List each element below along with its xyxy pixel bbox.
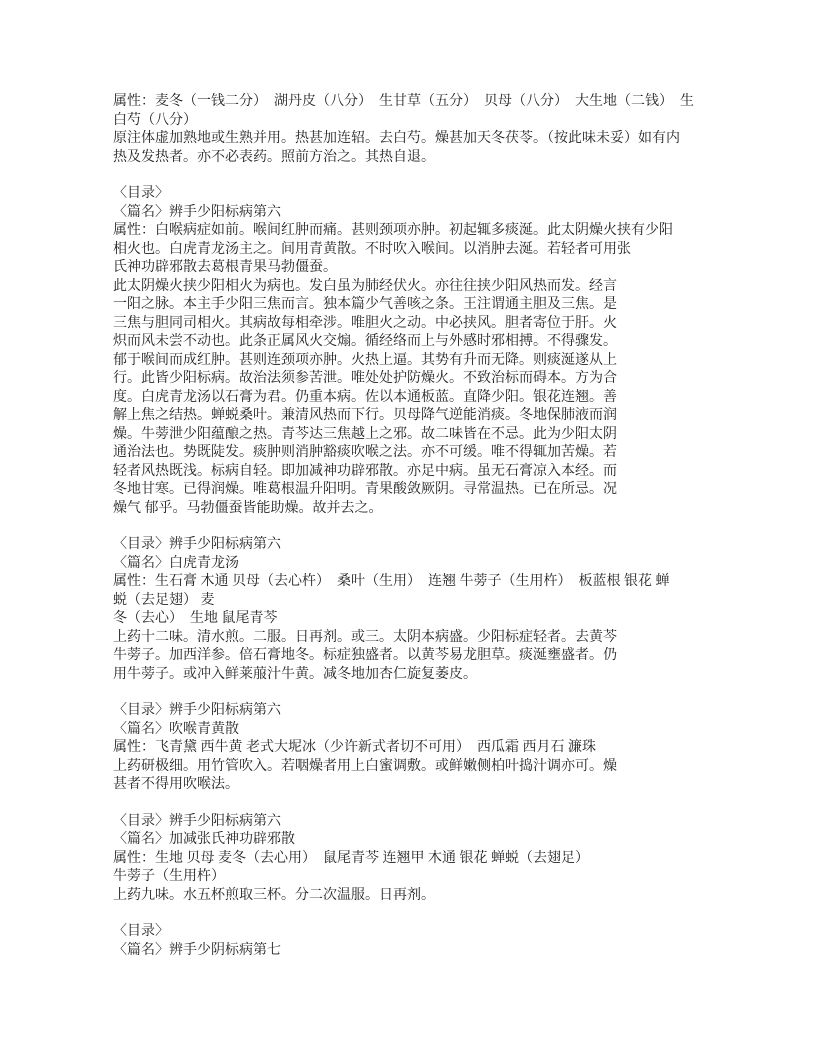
text-line: 上药十二味。清水煎。二服。日再剂。或三。太阴本病盛。少阳标症轻者。去黄芩: [113, 629, 617, 645]
section-jia-jian-zhang-shi-shen-gong-pi-xie-san: [113, 813, 753, 906]
text-line: 一阳之脉。本主手少阳三焦而言。独本篇少气善咳之条。王注谓通主胆及三焦。是: [113, 297, 617, 312]
text-line: 牛蒡子（生用杵）: [113, 869, 225, 884]
text-line: 〈目录〉: [113, 924, 169, 939]
text-line: 〈篇名〉辨手少阳标病第六: [113, 204, 281, 220]
text-line: 甚者不得用吹喉法。: [113, 777, 239, 792]
document-text-block: [113, 93, 753, 978]
text-line: 相火也。白虎青龙汤主之。间用青黄散。不时吹入喉间。以消肿去涎。若轻者可用张: [113, 241, 631, 257]
text-line: 解上焦之结热。蝉蜕桑叶。兼清风热而下行。贝母降气逆能消痰。冬地保肺液而润: [113, 408, 617, 423]
text-line: 白芍（八分）: [113, 112, 197, 128]
text-line: 牛蒡子。加西洋参。倍石膏地冬。标症独盛者。以黄芩易龙胆草。痰涎壅盛者。仍: [113, 648, 617, 663]
text-line: 〈篇名〉加减张氏神功辟邪散: [113, 832, 295, 847]
text-line: 燥。牛蒡泄少阳蕴酿之热。青芩达三焦越上之邪。故二味皆在不忌。此为少阳太阴: [113, 426, 617, 442]
text-line: 〈篇名〉吹喉青黄散: [113, 721, 239, 737]
text-line: 属性：生地 贝母 麦冬（去心用） 鼠尾青芩 连翘甲 木通 银花 蝉蜕（去翅足）: [113, 850, 589, 866]
text-line: 属性：白喉病症如前。喉间红肿而痛。甚则颈项亦肿。初起辄多痰涎。此太阴燥火挟有少阳: [113, 223, 673, 238]
text-line: 蜕（去足翅） 麦: [113, 592, 215, 608]
text-line: 冬（去心） 生地 鼠尾青芩: [113, 611, 278, 626]
text-line: 度。白虎青龙汤以石膏为君。仍重本病。佐以本通板蓝。直降少阳。银花连翘。善: [113, 389, 617, 405]
text-line: 属性：生石膏 木通 贝母（去心杵） 桑叶（生用） 连翘 牛蒡子（生用杵） 板蓝根 银花 蝉: [113, 574, 670, 589]
text-line: 〈目录〉: [113, 186, 169, 201]
text-line: 〈目录〉辨手少阳标病第六: [113, 537, 281, 552]
text-line: 冬地甘寒。已得润燥。唯葛根温升阳明。青果酸敛厥阴。寻常温热。已在所忌。况: [113, 482, 617, 497]
text-line: 氏神功辟邪散去葛根青果马勃僵蚕。: [113, 260, 337, 275]
section-bian-shou-shaoyang-biao-bing-6: [113, 185, 753, 518]
text-line: 〈篇名〉辨手少阴标病第七: [113, 942, 281, 958]
text-line: 原注体虚加熟地或生熟并用。热甚加连轺。去白芍。燥甚加天冬茯苓。（按此味未妥）如有内: [113, 131, 680, 146]
text-line: 〈目录〉辨手少阳标病第六: [113, 813, 281, 829]
section-preceding-prescription-tail: [113, 93, 753, 167]
text-line: 热及发热者。亦不必表药。照前方治之。其热自退。: [113, 149, 435, 165]
text-line: 郁于喉间而成红肿。甚则连颈项亦肿。火热上逼。其势有升而无降。则痰涎遂从上: [113, 352, 617, 368]
section-chui-hou-qing-huang-san: [113, 702, 753, 795]
text-line: 炽而风未尝不动也。此条正属风火交煽。循经络而上与外感时邪相搏。不得骤发。: [113, 334, 617, 349]
text-line: 三焦与胆同司相火。其病故每相牵涉。唯胆火之动。中必挟风。胆者寄位于肝。火: [113, 315, 617, 331]
text-line: 属性：麦冬（一钱二分） 湖丹皮（八分） 生甘草（五分） 贝母（八分） 大生地（二钱） 生: [113, 94, 694, 109]
text-line: 轻者风热既浅。标病自轻。即加减神功辟邪散。亦足中病。虽无石膏凉入本经。而: [113, 463, 617, 479]
section-bai-hu-qing-long-tang: [113, 536, 753, 684]
text-line: 此太阴燥火挟少阳相火为病也。发白虽为肺经伏火。亦往往挟少阳风热而发。经言: [113, 278, 617, 294]
text-line: 通治法也。势既陡发。痰肿则消肿豁痰吹喉之法。亦不可缓。唯不得辄加苦燥。若: [113, 445, 617, 460]
text-line: 〈目录〉辨手少阳标病第六: [113, 703, 281, 718]
text-line: 上药九味。水五杯煎取三杯。分二次温服。日再剂。: [113, 887, 435, 903]
text-line: 用牛蒡子。或冲入鲜莱菔汁牛黄。减冬地加杏仁旋复萎皮。: [113, 666, 477, 682]
text-line: 〈篇名〉白虎青龙汤: [113, 555, 239, 571]
text-line: 属性：飞青黛 西牛黄 老式大坭冰（少许新式者切不可用） 西瓜霜 西月石 濂珠: [113, 740, 596, 755]
text-line: 燥气 郁乎。马勃僵蚕皆能助燥。故并去之。: [113, 500, 383, 516]
text-line: 行。此皆少阳标病。故治法须参苦泄。唯处处护防燥火。不致治标而碍本。方为合: [113, 371, 617, 386]
section-bian-shou-shaoyin-biao-bing-7: [113, 923, 753, 960]
text-line: 上药研极细。用竹管吹入。若咽燥者用上白蜜调敷。或鲜嫩侧柏叶捣汁调亦可。燥: [113, 758, 617, 774]
